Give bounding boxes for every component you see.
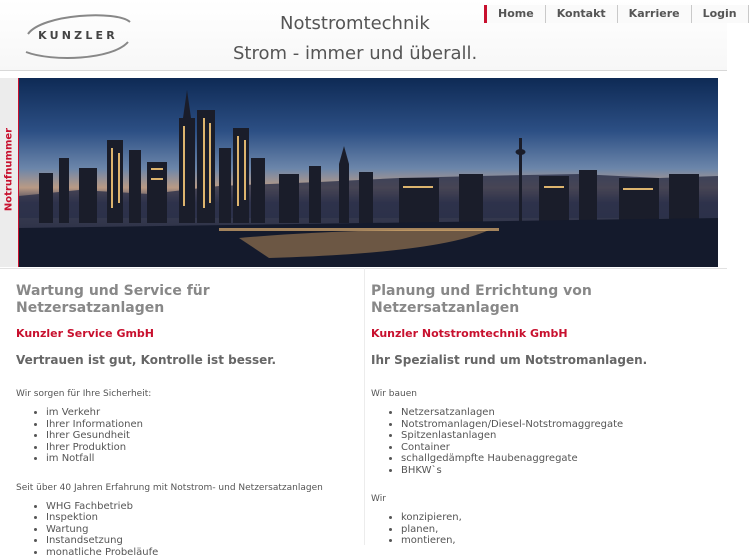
hero-skyline-image [19, 78, 718, 267]
planning-heading: Planung und Errichtung von Netzersatzanlagen [371, 283, 711, 317]
column-divider [364, 268, 365, 545]
build-list [371, 407, 711, 476]
list-item: • Container [401, 442, 711, 454]
service-heading: Wartung und Service für Netzersatzanlagen [16, 283, 361, 317]
emergency-number-label: Notrufnummer [4, 85, 15, 255]
list-item: • Netzersatzanlagen [401, 407, 711, 419]
nav-kontakt[interactable]: Kontakt [546, 5, 618, 23]
list-item: • schallgedämpfte Haubenaggregate [401, 453, 711, 465]
safety-list [16, 407, 361, 465]
planning-company-name: Kunzler Notstromtechnik GmbH [371, 327, 711, 340]
list-item: • BHKW`s [401, 465, 711, 477]
list-item: • im Verkehr [46, 407, 361, 419]
list-item: • Ihrer Informationen [46, 419, 361, 431]
planning-intro: Wir bauen [371, 389, 711, 399]
nav-karriere[interactable]: Karriere [618, 5, 692, 23]
emergency-number-tab[interactable] [0, 78, 20, 267]
list-item: • Instandsetzung [46, 535, 361, 547]
planning-column [371, 283, 711, 547]
header-slogan: Strom - immer und überall. [233, 43, 477, 64]
nav-login[interactable]: Login [692, 5, 749, 23]
list-item: • Wartung [46, 524, 361, 536]
logo-wordmark: KUNZLER [22, 29, 134, 42]
service-company-name: Kunzler Service GmbH [16, 327, 361, 340]
service-intro: Wir sorgen für Ihre Sicherheit: [16, 389, 361, 399]
list-item: • monatliche Probeläufe [46, 547, 361, 558]
service-slogan: Vertrauen ist gut, Kontrolle ist besser. [16, 353, 361, 367]
list-item: • montieren, [401, 535, 711, 547]
header-title: Notstromtechnik [280, 13, 430, 34]
list-item: • Ihrer Produktion [46, 442, 361, 454]
list-item: • WHG Fachbetrieb [46, 501, 361, 513]
services-list [16, 501, 361, 558]
site-header [0, 0, 727, 71]
list-item: • im Notfall [46, 453, 361, 465]
list-item: • planen, [401, 524, 711, 536]
list-item: • konzipieren, [401, 512, 711, 524]
service-column [16, 283, 361, 558]
list-item: • Ihrer Gesundheit [46, 430, 361, 442]
experience-text: Seit über 40 Jahren Erfahrung mit Notstrom- und Netzersatzanlagen [16, 483, 361, 493]
planning-intro-2: Wir [371, 494, 711, 504]
activities-list [371, 512, 711, 547]
nav-home[interactable]: Home [487, 5, 546, 23]
top-navigation [484, 5, 749, 23]
list-item: • Inspektion [46, 512, 361, 524]
list-item: • Spitzenlastanlagen [401, 430, 711, 442]
kunzler-logo[interactable] [22, 12, 134, 62]
planning-slogan: Ihr Spezialist rund um Notstromanlagen. [371, 353, 711, 367]
list-item: • Notstromanlagen/Diesel-Notstromaggregate [401, 419, 711, 431]
